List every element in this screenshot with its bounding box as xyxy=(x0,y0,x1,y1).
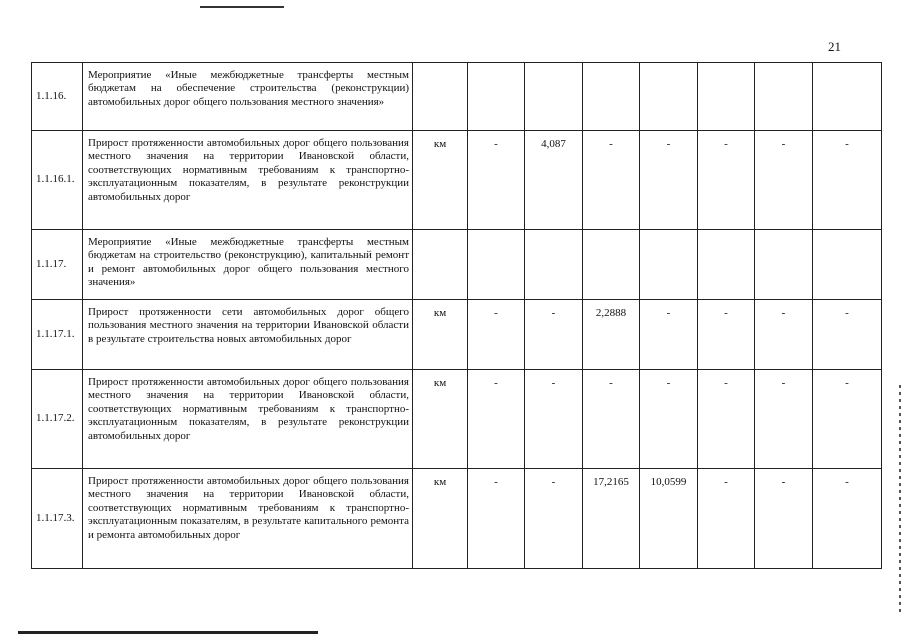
row-unit xyxy=(413,63,468,131)
row-value xyxy=(468,63,525,131)
scan-edge-mark xyxy=(899,385,901,615)
row-description: Прирост протяженности автомобильных дорог общего пользования местного значения на территории Ивановской области, соответствующих нормативным требованиям к транспортно-эксплуатационным показателям, в результате капитального ремонта и ремонта автомобильных дорог xyxy=(83,469,413,569)
row-value xyxy=(583,63,640,131)
row-value: - xyxy=(468,131,525,230)
row-value: 2,2888 xyxy=(583,300,640,370)
row-description: Мероприятие «Иные межбюджетные трансферты местным бюджетам на обеспечение строительства (реконструкции) автомобильных дорог общего пользования местного значения» xyxy=(83,63,413,131)
row-value xyxy=(698,63,755,131)
row-number: 1.1.16.1. xyxy=(32,131,83,230)
row-value: - xyxy=(468,370,525,469)
table-row xyxy=(32,370,882,469)
row-value: - xyxy=(813,469,882,569)
row-description: Прирост протяженности автомобильных дорог общего пользования местного значения на территории Ивановской области, соответствующих нормативным требованиям к транспортно- эксплуатационным показателям, в результате реконструкции автомобильных дорог xyxy=(83,370,413,469)
row-value: - xyxy=(583,370,640,469)
row-value: - xyxy=(698,300,755,370)
row-description: Прирост протяженности сети автомобильных дорог общего пользования местного значения на территории Ивановской области в результате строительства новых автомобильных дорог xyxy=(83,300,413,370)
top-rule xyxy=(200,6,284,8)
table-row xyxy=(32,131,882,230)
table-row xyxy=(32,63,882,131)
row-unit: км xyxy=(413,131,468,230)
table-row xyxy=(32,230,882,300)
row-value xyxy=(640,230,698,300)
row-value: - xyxy=(468,300,525,370)
row-value: - xyxy=(698,469,755,569)
row-value: - xyxy=(525,300,583,370)
row-value xyxy=(468,230,525,300)
row-value: - xyxy=(640,370,698,469)
row-value: - xyxy=(525,469,583,569)
row-value: 10,0599 xyxy=(640,469,698,569)
row-value xyxy=(583,230,640,300)
row-unit: км xyxy=(413,469,468,569)
row-value: - xyxy=(468,469,525,569)
row-value xyxy=(813,63,882,131)
table-row xyxy=(32,469,882,569)
row-value: 4,087 xyxy=(525,131,583,230)
row-number: 1.1.17.3. xyxy=(32,469,83,569)
row-value xyxy=(698,230,755,300)
row-value: - xyxy=(698,131,755,230)
row-value xyxy=(525,63,583,131)
row-unit xyxy=(413,230,468,300)
row-value: - xyxy=(755,300,813,370)
table-row xyxy=(32,300,882,370)
row-description: Прирост протяженности автомобильных дорог общего пользования местного значения на территории Ивановской области, соответствующих нормативным требованиям к транспортно-эксплуатационным показателям, в результате реконструкции автомобильных дорог xyxy=(83,131,413,230)
row-number: 1.1.17.1. xyxy=(32,300,83,370)
row-value xyxy=(755,63,813,131)
row-value: - xyxy=(583,131,640,230)
row-value: - xyxy=(525,370,583,469)
row-value: - xyxy=(813,370,882,469)
row-value xyxy=(525,230,583,300)
row-value: - xyxy=(755,131,813,230)
row-number: 1.1.16. xyxy=(32,63,83,131)
page-number: 21 xyxy=(828,39,841,54)
row-number: 1.1.17.2. xyxy=(32,370,83,469)
row-number: 1.1.17. xyxy=(32,230,83,300)
row-value: - xyxy=(755,469,813,569)
row-value: 17,2165 xyxy=(583,469,640,569)
indicators-table xyxy=(31,62,882,569)
row-value: - xyxy=(813,300,882,370)
row-unit: км xyxy=(413,300,468,370)
row-value xyxy=(640,63,698,131)
row-value: - xyxy=(813,131,882,230)
row-value: - xyxy=(755,370,813,469)
row-value: - xyxy=(640,300,698,370)
row-value: - xyxy=(698,370,755,469)
row-unit: км xyxy=(413,370,468,469)
row-value xyxy=(755,230,813,300)
row-value xyxy=(813,230,882,300)
row-description: Мероприятие «Иные межбюджетные трансферты местным бюджетам на строительство (реконструкцию), капитальный ремонт и ремонт автомобильных дорог общего пользования местного значения» xyxy=(83,230,413,300)
bottom-rule xyxy=(18,631,318,634)
row-value: - xyxy=(640,131,698,230)
